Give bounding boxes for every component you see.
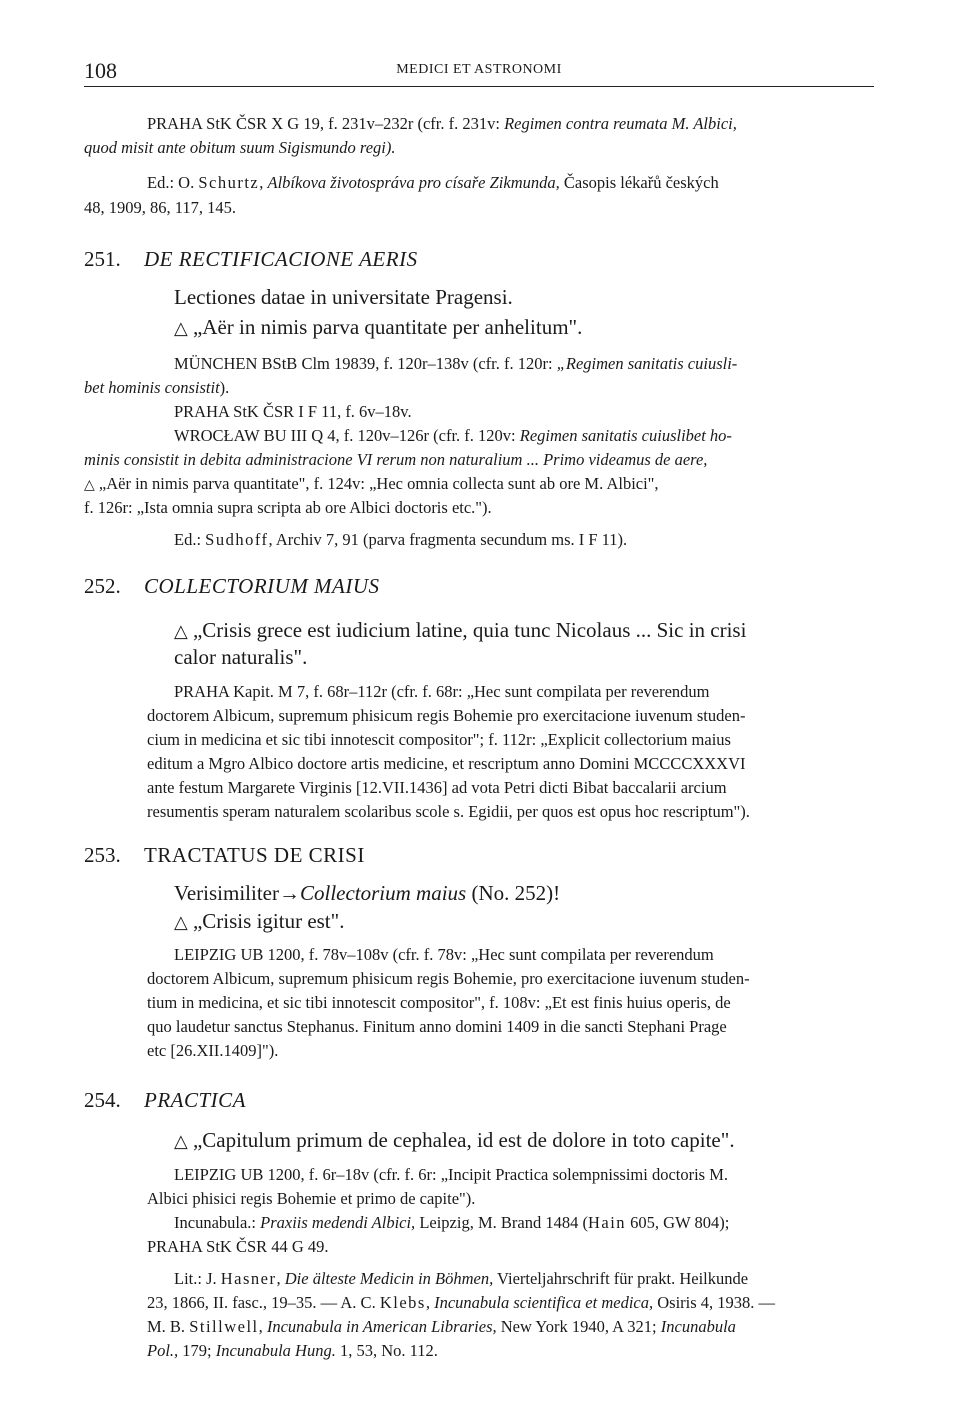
manuscript-line: resumentis speram naturalem scolaribus scole s. Egidii, per quos est opus hoc rescriptum").	[147, 802, 750, 821]
quote-text: „Aër in nimis parva quantitate", f. 124v: „Hec omnia collecta sunt ab ore M. Albici",	[98, 474, 659, 493]
entry-title: COLLECTORIUM MAIUS	[144, 574, 380, 598]
manuscript-line: f. 126r: „Ista omnia supra scripta ab ore Albici doctoris etc.").	[84, 498, 492, 517]
work-title: Pol.,	[147, 1341, 179, 1360]
citation-text: 1, 53, No. 112.	[335, 1341, 438, 1360]
citation-text: 179;	[178, 1341, 216, 1360]
work-title: Albíkova životospráva pro císaře Zikmunda,	[267, 173, 560, 192]
punctuation: ).	[219, 378, 230, 397]
incunabula-line: PRAHA StK ČSR 44 G 49.	[147, 1237, 329, 1256]
edition-text: , Archiv 7, 91 (parva fragmenta secundum ms. I F 11).	[268, 530, 628, 549]
entry-number: 254.	[84, 1088, 121, 1112]
manuscript-line: editum a Mgro Albico doctore artis medicine, et rescriptum anno Domini MCCCCXXXVI	[147, 754, 746, 773]
manuscript-line: PRAHA StK ČSR I F 11, f. 6v–18v.	[174, 402, 412, 421]
citation-text: M. B.	[147, 1317, 190, 1336]
entry-title: TRACTATUS DE CRISI	[144, 843, 365, 867]
incipit-line	[174, 312, 582, 344]
shelfmark-text: PRAHA StK ČSR X G 19, f. 231v–232r (cfr. f. 231v:	[147, 114, 505, 133]
separator: ,	[258, 1317, 267, 1336]
entry-heading-252	[84, 571, 380, 601]
page-number: 108	[84, 58, 117, 83]
manuscript-line: Albici phisici regis Bohemie et primo de capite").	[147, 1189, 476, 1208]
entry-number: 251.	[84, 247, 121, 271]
entry-note: Lectiones datae in universitate Pragensi.	[174, 285, 513, 309]
manuscript-line: tium in medicina, et sic tibi innotescit compositor", f. 108v: „Et est finis huius operis, de	[147, 993, 731, 1012]
literature-label: Lit.: J.	[174, 1269, 221, 1288]
author-name: Klebs	[379, 1293, 426, 1312]
citation-text: 23, 1866, II. fasc., 19–35. — A. C.	[147, 1293, 380, 1312]
entry-title: PRACTICA	[144, 1088, 246, 1112]
entry-heading-251	[84, 244, 418, 274]
citation-text: Osiris 4, 1938. —	[653, 1293, 776, 1312]
work-title: Collectorium maius	[299, 881, 467, 905]
entry-title: DE RECTIFICACIONE AERIS	[144, 247, 418, 271]
manuscript-line: cium in medicina et sic tibi innotescit compositor"; f. 112r: „Explicit collectorium maius	[147, 730, 731, 749]
quote-text: bet hominis consistit	[84, 378, 220, 397]
journal-name: Časopis lékařů českých	[559, 173, 719, 192]
entry-heading-254	[84, 1085, 246, 1115]
running-title: MEDICI ET ASTRONOMI	[396, 62, 562, 77]
triangle-icon: △	[174, 318, 188, 339]
manuscript-line: etc [26.XII.1409]").	[147, 1041, 279, 1060]
incipit-text: „Capitulum primum de cephalea, id est de dolore in toto capite".	[192, 1128, 735, 1152]
citation-text: New York 1940, A 321;	[496, 1317, 661, 1336]
edition-label: Ed.:	[174, 530, 206, 549]
intro-line	[147, 112, 737, 136]
journal-name: Vierteljahrschrift für prakt. Heilkunde	[493, 1269, 749, 1288]
edition-line	[174, 528, 627, 552]
shelfmark-text: MÜNCHEN BStB Clm 19839, f. 120r–138v (cfr. f. 120r:	[174, 354, 557, 373]
work-title: Die älteste Medicin in Böhmen,	[284, 1269, 494, 1288]
quote-text: „Regimen sanitatis cuiusli-	[556, 354, 738, 373]
incipit-line	[174, 906, 344, 938]
intro-edition-line	[147, 171, 719, 195]
incipit-line: calor naturalis".	[174, 645, 308, 669]
imprint-text: 605, GW 804);	[626, 1213, 730, 1232]
author-name: Stillwell	[189, 1317, 259, 1336]
incunabula-line	[174, 1211, 729, 1235]
manuscript-line: LEIPZIG UB 1200, f. 6r–18v (cfr. f. 6r: „Incipit Practica solempnissimi doctoris M.	[174, 1165, 729, 1184]
manuscript-line	[84, 376, 229, 400]
quote-text: Regimen sanitatis cuiuslibet ho-	[519, 426, 732, 445]
manuscript-line: ante festum Margarete Virginis [12.VII.1436] ad vota Petri dicti Bibat baccalarii arcium	[147, 778, 727, 797]
entry-number: 252.	[84, 574, 121, 598]
edition-label: Ed.: O.	[147, 173, 199, 192]
manuscript-line	[84, 472, 659, 497]
incipit-text: „Crisis igitur est".	[192, 909, 345, 933]
work-title: Incunabula scientifica et medica,	[434, 1293, 654, 1312]
manuscript-line: doctorem Albicum, supremum phisicum regis Bohemie pro exercitacione iuvenum studen-	[147, 706, 746, 725]
manuscript-line: LEIPZIG UB 1200, f. 78v–108v (cfr. f. 78v: „Hec sunt compilata per reverendum	[174, 945, 714, 964]
incipit-line	[174, 1125, 735, 1157]
literature-line	[147, 1339, 438, 1363]
intro-line: 48, 1909, 86, 117, 145.	[84, 198, 237, 217]
author-name: Hain	[587, 1213, 627, 1232]
author-name: Hasner	[220, 1269, 277, 1288]
manuscript-line: quo laudetur sanctus Stephanus. Finitum anno domini 1409 in die sancti Stephani Prage	[147, 1017, 727, 1036]
separator: ,	[425, 1293, 435, 1312]
note-text: (No. 252)!	[466, 881, 561, 905]
triangle-icon: △	[174, 1131, 188, 1152]
entry-note	[174, 878, 560, 908]
manuscript-line: PRAHA Kapit. M 7, f. 68r–112r (cfr. f. 68r: „Hec sunt compilata per reverendum	[174, 682, 710, 701]
imprint-text: Leipzig, M. Brand 1484 (	[415, 1213, 588, 1232]
separator: ,	[259, 173, 268, 192]
separator: ,	[276, 1269, 285, 1288]
note-text: Verisimiliter→	[174, 881, 300, 905]
work-title: Incunabula Hung.	[215, 1341, 336, 1360]
incunabula-label: Incunabula.:	[174, 1213, 261, 1232]
work-title: Praxiis medendi Albici,	[260, 1213, 416, 1232]
author-name: Sudhoff	[205, 530, 269, 549]
literature-line	[174, 1267, 748, 1291]
manuscript-line	[174, 424, 732, 448]
manuscript-line	[174, 352, 737, 376]
entry-number: 253.	[84, 843, 121, 867]
entry-heading-253	[84, 840, 365, 870]
incipit-text: „Crisis grece est iudicium latine, quia tunc Nicolaus ... Sic in crisi	[192, 618, 747, 642]
work-title: Incunabula in American Libraries,	[266, 1317, 497, 1336]
incipit-text: „Aër in nimis parva quantitate per anhelitum".	[192, 315, 583, 339]
triangle-icon: △	[174, 912, 188, 933]
manuscript-line: doctorem Albicum, supremum phisicum regis Bohemie, pro exercitacione iuvenum studen-	[147, 969, 750, 988]
manuscript-line: minis consistit in debita administracione VI rerum non naturalium ... Primo videamus de aere,	[84, 450, 708, 469]
work-title: Incunabula	[660, 1317, 736, 1336]
literature-line	[147, 1291, 775, 1315]
triangle-icon: △	[84, 477, 95, 493]
quote-text: Regimen contra reumata M. Albici,	[504, 114, 737, 133]
triangle-icon: △	[174, 621, 188, 642]
literature-line	[147, 1315, 736, 1339]
intro-line: quod misit ante obitum suum Sigismundo regi).	[84, 138, 396, 157]
author-name: Schurtz	[198, 173, 260, 192]
running-head	[84, 58, 874, 87]
shelfmark-text: WROCŁAW BU III Q 4, f. 120v–126r (cfr. f. 120v:	[174, 426, 520, 445]
